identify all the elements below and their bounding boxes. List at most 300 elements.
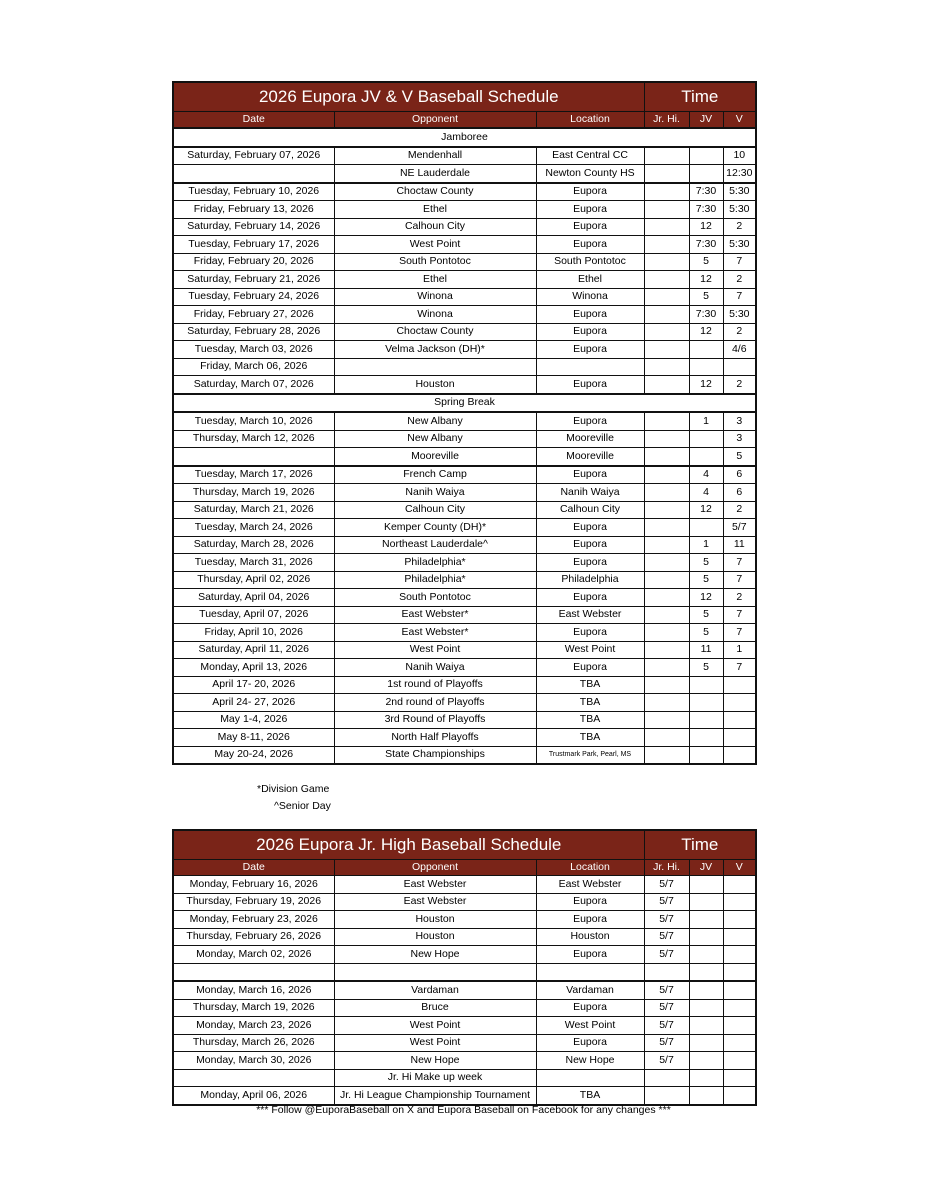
date-cell: Saturday, March 28, 2026 — [173, 536, 334, 554]
jrhi-time-cell — [644, 1069, 689, 1087]
location-cell: Eupora — [536, 376, 644, 394]
location-cell: Ethel — [536, 271, 644, 289]
jh-schedule-body — [173, 876, 756, 1105]
jv-time-cell — [689, 165, 723, 183]
date-cell: Saturday, February 21, 2026 — [173, 271, 334, 289]
opponent-cell: Philadelphia* — [334, 554, 536, 572]
location-cell: Trustmark Park, Pearl, MS — [536, 746, 644, 764]
opponent-cell: Ethel — [334, 201, 536, 219]
jrhi-time-cell: 5/7 — [644, 1017, 689, 1035]
v-time-cell: 3 — [723, 430, 756, 448]
date-cell: Friday, March 06, 2026 — [173, 358, 334, 376]
jrhi-time-cell — [644, 659, 689, 677]
v-time-cell: 2 — [723, 501, 756, 519]
schedule-row — [173, 236, 756, 254]
v-time-cell — [723, 1052, 756, 1070]
jv-time-cell — [689, 694, 723, 712]
opponent-cell: Jr. Hi League Championship Tournament — [334, 1087, 536, 1105]
v-time-cell: 6 — [723, 484, 756, 502]
v-time-cell: 5:30 — [723, 201, 756, 219]
date-cell: Tuesday, February 24, 2026 — [173, 288, 334, 306]
date-cell: Friday, April 10, 2026 — [173, 624, 334, 642]
schedule-row — [173, 218, 756, 236]
location-cell: Eupora — [536, 911, 644, 929]
jrhi-time-cell — [644, 183, 689, 201]
schedule-row — [173, 589, 756, 607]
opponent-cell: Kemper County (DH)* — [334, 519, 536, 537]
v-time-cell: 4/6 — [723, 341, 756, 359]
date-cell: Tuesday, March 24, 2026 — [173, 519, 334, 537]
jrhi-time-cell: 5/7 — [644, 1052, 689, 1070]
v-time-cell — [723, 358, 756, 376]
jv-time-cell — [689, 676, 723, 694]
opponent-cell: Nanih Waiya — [334, 659, 536, 677]
v-time-cell: 7 — [723, 571, 756, 589]
opponent-cell: French Camp — [334, 466, 536, 484]
opponent-cell: Velma Jackson (DH)* — [334, 341, 536, 359]
location-cell — [536, 963, 644, 981]
location-cell: Eupora — [536, 519, 644, 537]
v-time-cell — [723, 911, 756, 929]
location-cell: TBA — [536, 1087, 644, 1105]
jv-time-cell: 5 — [689, 253, 723, 271]
jv-time-cell — [689, 1017, 723, 1035]
v-time-cell — [723, 999, 756, 1017]
date-cell: May 1-4, 2026 — [173, 711, 334, 729]
jrhi-time-cell: 5/7 — [644, 1034, 689, 1052]
jrhi-time-cell — [644, 536, 689, 554]
col-jrhi-header: Jr. Hi. — [644, 112, 689, 129]
location-cell: West Point — [536, 1017, 644, 1035]
spring-break-section-label-row — [173, 394, 756, 413]
location-cell: Philadelphia — [536, 571, 644, 589]
senior-day-footnote: ^Senior Day — [274, 800, 331, 812]
location-cell: TBA — [536, 729, 644, 747]
location-cell: TBA — [536, 694, 644, 712]
schedule-row — [173, 1087, 756, 1105]
col-jv-header: JV — [689, 112, 723, 129]
jrhi-time-cell — [644, 306, 689, 324]
opponent-cell: 2nd round of Playoffs — [334, 694, 536, 712]
v-time-cell — [723, 729, 756, 747]
opponent-cell: 3rd Round of Playoffs — [334, 711, 536, 729]
jv-time-cell: 12 — [689, 271, 723, 289]
location-cell: Winona — [536, 288, 644, 306]
jrhi-time-cell — [644, 589, 689, 607]
jv-time-cell — [689, 893, 723, 911]
opponent-cell: Houston — [334, 928, 536, 946]
jv-time-cell — [689, 1052, 723, 1070]
location-cell: Mooreville — [536, 430, 644, 448]
schedule-row — [173, 876, 756, 894]
location-cell: Eupora — [536, 341, 644, 359]
opponent-cell: West Point — [334, 236, 536, 254]
location-cell: Houston — [536, 928, 644, 946]
jv-time-cell — [689, 448, 723, 466]
opponent-cell: Northeast Lauderdale^ — [334, 536, 536, 554]
jrhi-time-cell: 5/7 — [644, 911, 689, 929]
jrhi-time-cell — [644, 466, 689, 484]
v-time-cell: 5:30 — [723, 236, 756, 254]
date-cell: May 20-24, 2026 — [173, 746, 334, 764]
schedule-row — [173, 448, 756, 466]
date-cell: Friday, February 13, 2026 — [173, 201, 334, 219]
jrhi-time-cell — [644, 746, 689, 764]
jrhi-time-cell: 5/7 — [644, 981, 689, 999]
v-time-cell — [723, 711, 756, 729]
jv-time-cell: 4 — [689, 484, 723, 502]
col-v-header: V — [723, 860, 756, 876]
schedule-row — [173, 893, 756, 911]
jrhi-time-cell — [644, 729, 689, 747]
opponent-cell: New Albany — [334, 430, 536, 448]
jv-time-cell — [689, 963, 723, 981]
location-cell: Eupora — [536, 218, 644, 236]
opponent-cell: Choctaw County — [334, 323, 536, 341]
v-time-cell: 3 — [723, 412, 756, 430]
opponent-cell: Bruce — [334, 999, 536, 1017]
schedule-row — [173, 1052, 756, 1070]
date-cell: Thursday, March 26, 2026 — [173, 1034, 334, 1052]
jrhi-time-cell — [644, 376, 689, 394]
location-cell: East Central CC — [536, 147, 644, 165]
v-time-cell — [723, 876, 756, 894]
jrhi-time-cell — [644, 448, 689, 466]
location-cell: Eupora — [536, 201, 644, 219]
jv-time-cell: 1 — [689, 412, 723, 430]
jv-time-cell — [689, 358, 723, 376]
spring-break-section-label: Spring Break — [173, 394, 756, 413]
location-cell: Nanih Waiya — [536, 484, 644, 502]
jv-time-cell — [689, 341, 723, 359]
col-date-header: Date — [173, 860, 334, 876]
date-cell: Saturday, April 04, 2026 — [173, 589, 334, 607]
v-time-cell: 5 — [723, 448, 756, 466]
schedule-row — [173, 341, 756, 359]
jh-schedule-title: 2026 Eupora Jr. High Baseball Schedule — [173, 830, 644, 860]
date-cell: Thursday, March 19, 2026 — [173, 484, 334, 502]
opponent-cell: East Webster* — [334, 624, 536, 642]
date-cell: Saturday, February 14, 2026 — [173, 218, 334, 236]
v-time-cell: 12:30 — [723, 165, 756, 183]
jv-time-cell: 12 — [689, 589, 723, 607]
opponent-cell: Winona — [334, 288, 536, 306]
v-time-cell — [723, 676, 756, 694]
jv-time-cell — [689, 911, 723, 929]
v-time-cell: 10 — [723, 147, 756, 165]
jv-time-cell: 5 — [689, 624, 723, 642]
jrhi-time-cell: 5/7 — [644, 928, 689, 946]
jrhi-time-cell — [644, 358, 689, 376]
division-game-footnote: *Division Game — [257, 783, 330, 795]
v-time-cell: 5:30 — [723, 306, 756, 324]
date-cell: Thursday, March 19, 2026 — [173, 999, 334, 1017]
jrhi-time-cell — [644, 624, 689, 642]
jrhi-time-cell: 5/7 — [644, 999, 689, 1017]
jrhi-time-cell — [644, 341, 689, 359]
date-cell: Saturday, April 11, 2026 — [173, 641, 334, 659]
v-time-cell: 7 — [723, 606, 756, 624]
v-time-cell: 7 — [723, 554, 756, 572]
date-cell: Saturday, February 28, 2026 — [173, 323, 334, 341]
jh-time-header: Time — [644, 830, 756, 860]
opponent-cell: North Half Playoffs — [334, 729, 536, 747]
makeup-week-label: Jr. Hi Make up week — [334, 1069, 536, 1087]
date-cell: Monday, April 06, 2026 — [173, 1087, 334, 1105]
location-cell — [536, 1069, 644, 1087]
v-time-cell: 1 — [723, 641, 756, 659]
schedule-row — [173, 147, 756, 165]
jrhi-time-cell — [644, 147, 689, 165]
v-time-cell: 2 — [723, 589, 756, 607]
opponent-cell — [334, 963, 536, 981]
jrhi-time-cell — [644, 711, 689, 729]
opponent-cell: Calhoun City — [334, 218, 536, 236]
v-time-cell: 7 — [723, 253, 756, 271]
schedule-row — [173, 201, 756, 219]
opponent-cell: West Point — [334, 1034, 536, 1052]
v-time-cell — [723, 963, 756, 981]
schedule-row — [173, 288, 756, 306]
opponent-cell: Nanih Waiya — [334, 484, 536, 502]
jv-time-cell — [689, 711, 723, 729]
jrhi-time-cell — [644, 676, 689, 694]
date-cell: Friday, February 20, 2026 — [173, 253, 334, 271]
location-cell: Eupora — [536, 306, 644, 324]
date-cell: Tuesday, February 17, 2026 — [173, 236, 334, 254]
v-time-cell: 2 — [723, 218, 756, 236]
v-time-cell: 7 — [723, 659, 756, 677]
location-cell: Eupora — [536, 624, 644, 642]
col-jv-header: JV — [689, 860, 723, 876]
jv-time-cell: 12 — [689, 323, 723, 341]
opponent-cell: East Webster — [334, 893, 536, 911]
jrhi-time-cell — [644, 288, 689, 306]
location-cell: Newton County HS — [536, 165, 644, 183]
location-cell: Eupora — [536, 554, 644, 572]
jv-time-cell: 12 — [689, 218, 723, 236]
date-cell: April 24- 27, 2026 — [173, 694, 334, 712]
jrhi-time-cell — [644, 323, 689, 341]
schedule-row — [173, 430, 756, 448]
location-cell: Eupora — [536, 893, 644, 911]
opponent-cell: East Webster — [334, 876, 536, 894]
opponent-cell: NE Lauderdale — [334, 165, 536, 183]
schedule-row — [173, 271, 756, 289]
jrhi-time-cell — [644, 571, 689, 589]
col-date-header: Date — [173, 112, 334, 129]
location-cell: TBA — [536, 711, 644, 729]
v-time-cell: 2 — [723, 376, 756, 394]
jv-varsity-schedule-table — [172, 81, 757, 765]
v-time-cell: 2 — [723, 271, 756, 289]
schedule-row — [173, 323, 756, 341]
opponent-cell: West Point — [334, 1017, 536, 1035]
jv-time-cell: 5 — [689, 659, 723, 677]
jv-time-cell: 1 — [689, 536, 723, 554]
v-time-cell — [723, 1017, 756, 1035]
location-cell: Eupora — [536, 659, 644, 677]
jv-time-cell — [689, 729, 723, 747]
col-opponent-header: Opponent — [334, 112, 536, 129]
v-time-cell: 6 — [723, 466, 756, 484]
date-cell: April 17- 20, 2026 — [173, 676, 334, 694]
location-cell: South Pontotoc — [536, 253, 644, 271]
schedule-row — [173, 253, 756, 271]
schedule-row — [173, 624, 756, 642]
location-cell: Eupora — [536, 999, 644, 1017]
location-cell: Mooreville — [536, 448, 644, 466]
jrhi-time-cell — [644, 1087, 689, 1105]
opponent-cell: Ethel — [334, 271, 536, 289]
opponent-cell: West Point — [334, 641, 536, 659]
date-cell: Monday, March 02, 2026 — [173, 946, 334, 964]
follow-social-note: *** Follow @EuporaBaseball on X and Eupora Baseball on Facebook for any changes *** — [256, 1104, 671, 1116]
location-cell: New Hope — [536, 1052, 644, 1070]
date-cell — [173, 448, 334, 466]
col-location-header: Location — [536, 112, 644, 129]
jrhi-time-cell — [644, 554, 689, 572]
date-cell: Tuesday, March 10, 2026 — [173, 412, 334, 430]
schedule-row — [173, 519, 756, 537]
opponent-cell: Vardaman — [334, 981, 536, 999]
jrhi-time-cell: 5/7 — [644, 876, 689, 894]
jrhi-time-cell — [644, 218, 689, 236]
jv-time-cell — [689, 999, 723, 1017]
col-location-header: Location — [536, 860, 644, 876]
schedule-row — [173, 376, 756, 394]
col-jrhi-header: Jr. Hi. — [644, 860, 689, 876]
date-cell: Tuesday, March 31, 2026 — [173, 554, 334, 572]
location-cell: Eupora — [536, 946, 644, 964]
v-time-cell — [723, 1087, 756, 1105]
jv-time-cell — [689, 430, 723, 448]
schedule-row — [173, 1017, 756, 1035]
location-cell — [536, 358, 644, 376]
date-cell: Saturday, February 07, 2026 — [173, 147, 334, 165]
date-cell: Monday, April 13, 2026 — [173, 659, 334, 677]
jrhi-time-cell — [644, 694, 689, 712]
date-cell: Saturday, March 07, 2026 — [173, 376, 334, 394]
v-time-cell: 5/7 — [723, 519, 756, 537]
jv-schedule-title: 2026 Eupora JV & V Baseball Schedule — [173, 82, 644, 112]
jv-time-cell — [689, 1087, 723, 1105]
schedule-row — [173, 466, 756, 484]
jrhi-time-cell — [644, 641, 689, 659]
v-time-cell — [723, 694, 756, 712]
v-time-cell — [723, 746, 756, 764]
jrhi-time-cell — [644, 501, 689, 519]
opponent-cell: Mendenhall — [334, 147, 536, 165]
schedule-row — [173, 946, 756, 964]
jv-time-cell: 11 — [689, 641, 723, 659]
opponent-cell: East Webster* — [334, 606, 536, 624]
location-cell: Eupora — [536, 1034, 644, 1052]
schedule-row — [173, 501, 756, 519]
schedule-row — [173, 641, 756, 659]
schedule-row — [173, 536, 756, 554]
date-cell — [173, 963, 334, 981]
jv-time-cell — [689, 981, 723, 999]
jr-high-schedule-table — [172, 829, 757, 1106]
location-cell: Eupora — [536, 236, 644, 254]
date-cell: Monday, March 16, 2026 — [173, 981, 334, 999]
jv-time-cell: 4 — [689, 466, 723, 484]
jv-time-cell — [689, 946, 723, 964]
schedule-row — [173, 911, 756, 929]
schedule-row — [173, 165, 756, 183]
schedule-row — [173, 606, 756, 624]
jrhi-time-cell — [644, 165, 689, 183]
schedule-row — [173, 729, 756, 747]
v-time-cell — [723, 946, 756, 964]
date-cell: Monday, March 23, 2026 — [173, 1017, 334, 1035]
opponent-cell: Mooreville — [334, 448, 536, 466]
jv-time-cell — [689, 746, 723, 764]
date-cell: Monday, February 16, 2026 — [173, 876, 334, 894]
makeup-week-row — [173, 1069, 756, 1087]
jrhi-time-cell — [644, 519, 689, 537]
schedule-row — [173, 571, 756, 589]
date-cell: Thursday, February 26, 2026 — [173, 928, 334, 946]
v-time-cell: 5:30 — [723, 183, 756, 201]
jv-time-cell: 7:30 — [689, 183, 723, 201]
jrhi-time-cell — [644, 963, 689, 981]
location-cell: Calhoun City — [536, 501, 644, 519]
schedule-row — [173, 306, 756, 324]
opponent-cell: Calhoun City — [334, 501, 536, 519]
date-cell — [173, 1069, 334, 1087]
jrhi-time-cell — [644, 484, 689, 502]
v-time-cell — [723, 981, 756, 999]
jv-time-cell: 5 — [689, 571, 723, 589]
schedule-row — [173, 183, 756, 201]
jrhi-time-cell: 5/7 — [644, 946, 689, 964]
date-cell: Thursday, March 12, 2026 — [173, 430, 334, 448]
location-cell: Eupora — [536, 412, 644, 430]
jv-time-cell — [689, 1034, 723, 1052]
location-cell: East Webster — [536, 606, 644, 624]
date-cell: Thursday, April 02, 2026 — [173, 571, 334, 589]
jamboree-section-label: Jamboree — [173, 128, 756, 147]
opponent-cell: New Hope — [334, 1052, 536, 1070]
jv-time-cell: 12 — [689, 501, 723, 519]
schedule-row — [173, 981, 756, 999]
location-cell: Eupora — [536, 466, 644, 484]
location-cell: Eupora — [536, 183, 644, 201]
opponent-cell: New Albany — [334, 412, 536, 430]
jv-time-cell — [689, 876, 723, 894]
date-cell: May 8-11, 2026 — [173, 729, 334, 747]
jv-time-cell: 7:30 — [689, 306, 723, 324]
opponent-cell: Choctaw County — [334, 183, 536, 201]
date-cell: Tuesday, March 03, 2026 — [173, 341, 334, 359]
schedule-row — [173, 1034, 756, 1052]
opponent-cell: Houston — [334, 376, 536, 394]
jrhi-time-cell — [644, 430, 689, 448]
jv-time-header: Time — [644, 82, 756, 112]
date-cell: Tuesday, April 07, 2026 — [173, 606, 334, 624]
opponent-cell: South Pontotoc — [334, 589, 536, 607]
jrhi-time-cell — [644, 253, 689, 271]
date-cell — [173, 165, 334, 183]
jrhi-time-cell — [644, 606, 689, 624]
v-time-cell: 7 — [723, 624, 756, 642]
schedule-row — [173, 484, 756, 502]
location-cell: TBA — [536, 676, 644, 694]
jv-time-cell: 5 — [689, 554, 723, 572]
jrhi-time-cell — [644, 412, 689, 430]
